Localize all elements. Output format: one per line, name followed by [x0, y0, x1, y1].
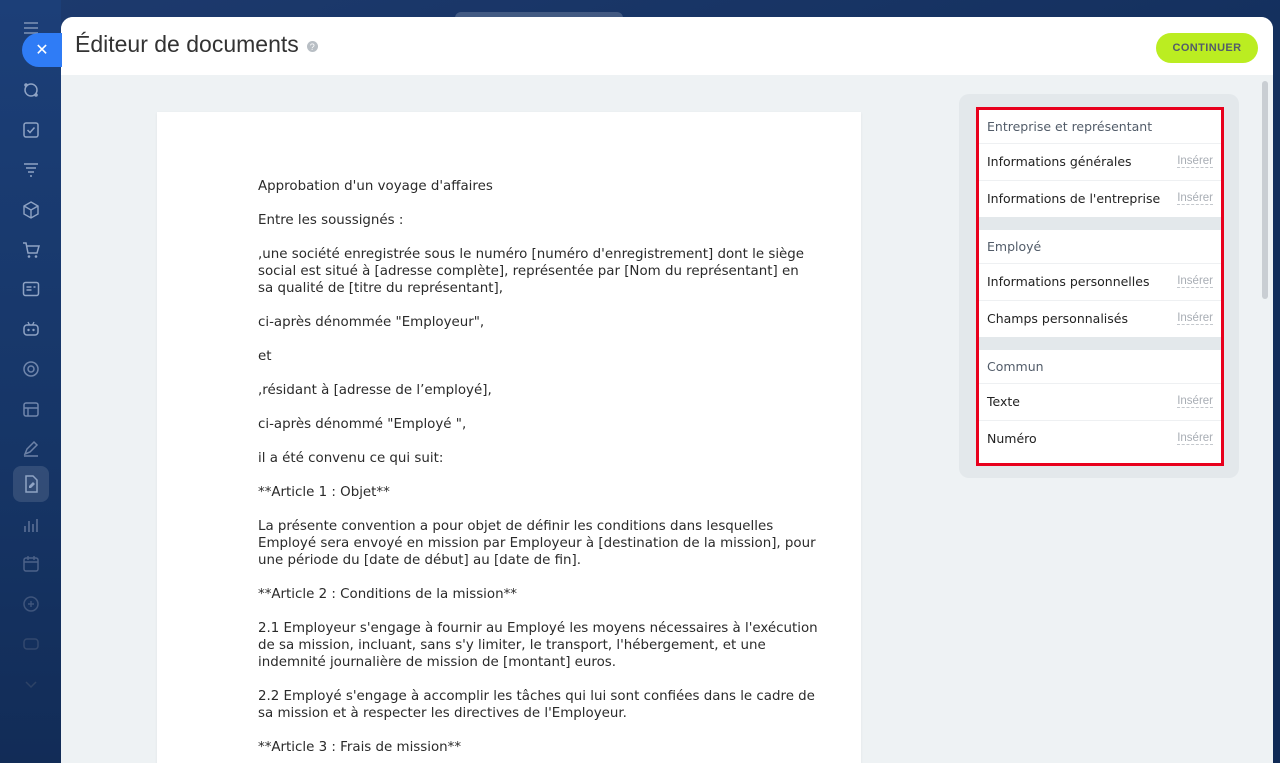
section-divider [979, 217, 1221, 230]
field-row-number[interactable] [979, 421, 1221, 458]
left-sidebar [0, 0, 61, 763]
field-label: Champs personnalisés [987, 311, 1128, 327]
calendar-icon[interactable] [19, 552, 43, 576]
page-title-text: Éditeur de documents [75, 31, 299, 57]
panel-header [61, 17, 1273, 75]
chevron-down-icon[interactable] [19, 672, 43, 696]
doc-paragraph: La présente convention a pour objet de définir les conditions dans lesquelles Employé sera envoyé en mission par Employeur à [destination de la mission], pour une période du [date de début] au [date de fin]. [258, 519, 816, 568]
tasks-icon[interactable] [19, 118, 43, 142]
chat-icon[interactable] [19, 632, 43, 656]
doc-paragraph: ,une société enregistrée sous le numéro [numéro d'enregistrement] dont le siège social est situé à [adresse complète], représentée par [Nom du représentant] en sa qualité de [titre du représentant], [258, 247, 805, 296]
insert-link[interactable]: Insérer [1177, 155, 1213, 168]
doc-paragraph: ci-après dénommée "Employeur", [258, 315, 485, 330]
fields-panel [976, 107, 1224, 466]
doc-paragraph: **Article 2 : Conditions de la mission** [258, 587, 517, 602]
field-row-personal-info[interactable] [979, 264, 1221, 301]
section-divider [979, 337, 1221, 350]
continue-button[interactable]: CONTINUER [1156, 33, 1258, 63]
box-icon[interactable] [19, 198, 43, 222]
analytics-icon[interactable] [19, 513, 43, 537]
field-label: Informations de l'entreprise [987, 191, 1161, 207]
scrollbar[interactable] [1262, 81, 1268, 299]
doc-paragraph: il a été convenu ce qui suit: [258, 451, 444, 466]
field-label: Informations générales [987, 154, 1132, 170]
close-button[interactable] [22, 33, 62, 67]
doc-paragraph: ,résidant à [adresse de l’employé], [258, 383, 492, 398]
crm-icon[interactable] [19, 78, 43, 102]
store-icon[interactable] [19, 397, 43, 421]
insert-link[interactable]: Insérer [1177, 275, 1213, 288]
insert-link[interactable]: Insérer [1177, 192, 1213, 205]
page-title [75, 31, 318, 58]
field-row-text[interactable] [979, 384, 1221, 421]
doc-paragraph: 2.2 Employé s'engage à accomplir les tâches qui lui sont confiées dans le cadre de sa mission et à respecter les directives de l'Employeur. [258, 689, 815, 721]
field-label: Numéro [987, 431, 1037, 447]
documents-icon[interactable] [19, 472, 43, 496]
target-icon[interactable] [19, 357, 43, 381]
close-icon: ✕ [35, 42, 49, 59]
marketplace-icon[interactable] [19, 592, 43, 616]
doc-paragraph: Entre les soussignés : [258, 213, 404, 228]
insert-link[interactable]: Insérer [1177, 395, 1213, 408]
document-body[interactable] [258, 178, 818, 763]
doc-paragraph: 2.1 Employeur s'engage à fournir au Employé les moyens nécessaires à l'exécution de sa mission, incluant, sans s'y limiter, le transport, l'hébergement, et une indemnité journalière de mission de [montant] euros. [258, 621, 818, 670]
sign-icon[interactable] [19, 436, 43, 460]
section-title-company: Entreprise et représentant [979, 110, 1221, 144]
document-editor-panel [61, 17, 1273, 763]
insert-link[interactable]: Insérer [1177, 312, 1213, 325]
field-label: Texte [987, 394, 1020, 410]
field-row-custom-fields[interactable] [979, 301, 1221, 338]
field-row-general-info[interactable] [979, 144, 1221, 181]
field-row-company-info[interactable] [979, 181, 1221, 218]
section-title-employee: Employé [979, 230, 1221, 264]
cart-icon[interactable] [19, 238, 43, 262]
contact-center-icon[interactable] [19, 277, 43, 301]
filter-icon[interactable] [19, 158, 43, 182]
help-icon[interactable]: ? [307, 41, 318, 52]
doc-paragraph: Approbation d'un voyage d'affaires [258, 179, 493, 194]
insert-link[interactable]: Insérer [1177, 432, 1213, 445]
doc-paragraph: **Article 1 : Objet** [258, 485, 390, 500]
doc-paragraph: **Article 3 : Frais de mission** [258, 740, 462, 755]
section-title-common: Commun [979, 350, 1221, 384]
document-sheet[interactable] [157, 112, 861, 763]
doc-paragraph: et [258, 349, 272, 364]
robot-icon[interactable] [19, 317, 43, 341]
doc-paragraph: ci-après dénommé "Employé ", [258, 417, 467, 432]
field-label: Informations personnelles [987, 274, 1150, 290]
